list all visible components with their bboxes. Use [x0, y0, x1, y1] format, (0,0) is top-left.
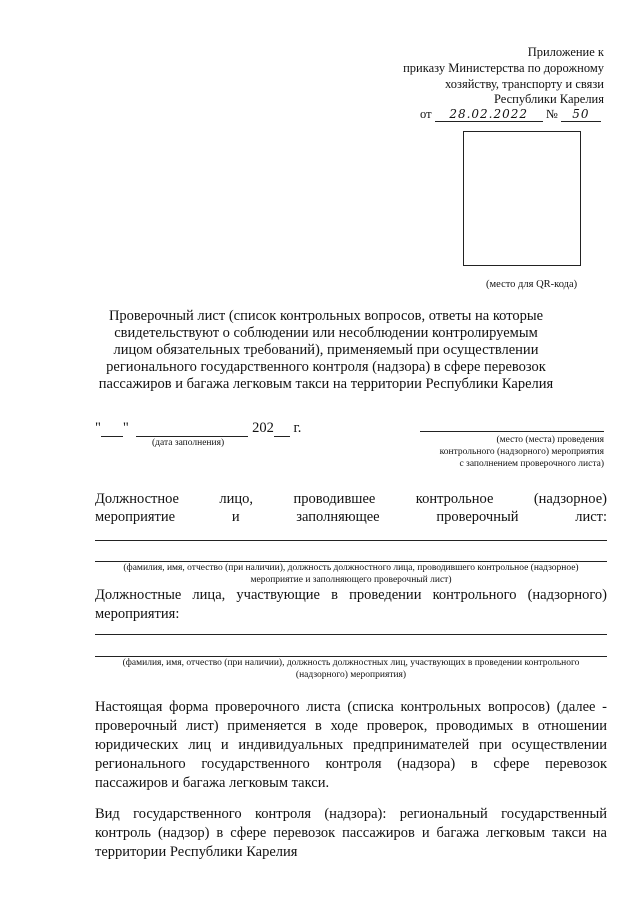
document-title: Проверочный лист (список контрольных вопросов, ответы на которые свидетельствуют о соблюдении или несоблюдении контролируемым лицом обязательных требований), применяемый при осуществлении регионального государственного контроля (надзора) в сфере перевозок пассажиров и багажа легковым такси на территории Республики Карелия — [98, 308, 554, 392]
word: мероприятие — [95, 509, 176, 525]
day-blank — [101, 422, 123, 437]
official-line-1 — [95, 491, 607, 508]
official-blank-line-1 — [95, 540, 607, 541]
header-order-line: приказу Министерства по дорожному — [403, 61, 604, 75]
qr-code-placeholder — [463, 131, 581, 266]
place-blank-line — [420, 431, 604, 432]
number-label: № — [545, 107, 558, 121]
place-caption — [408, 434, 604, 470]
official-caption — [95, 562, 607, 586]
word: Должностное — [95, 491, 179, 507]
order-date-number-line — [420, 107, 601, 122]
year-blank — [274, 422, 290, 437]
fill-date-field — [95, 420, 301, 437]
word: (надзорное) — [533, 491, 607, 507]
handwritten-date: 28.02.2022 — [435, 107, 543, 122]
participants-caption-line-2: (надзорного) мероприятия) — [295, 670, 407, 680]
quote-open: " — [95, 420, 101, 436]
official-line-2 — [95, 509, 607, 526]
quote-close: " — [122, 420, 129, 436]
place-caption-line-1: (место (места) проведения — [496, 435, 604, 445]
fill-date-caption: (дата заполнения) — [152, 438, 225, 448]
participants-line-2: мероприятия: — [95, 606, 180, 622]
official-caption-line-2: мероприятие и заполняющего проверочный лист) — [250, 575, 452, 585]
header-appendix-line: Приложение к — [527, 45, 604, 59]
participants-line-1: Должностные лица, участвующие в проведении контрольного (надзорного) — [95, 587, 607, 603]
month-blank — [136, 422, 248, 437]
handwritten-number: 50 — [561, 107, 601, 122]
official-caption-line-1: (фамилия, имя, отчество (при наличии), должность должностного лица, проводившего контрольное (надзорное) — [123, 563, 579, 573]
year-suffix: г. — [293, 420, 302, 436]
participants-caption — [95, 657, 607, 681]
from-label: от — [420, 107, 432, 121]
participants-caption-line-1: (фамилия, имя, отчество (при наличии), должность должностных лиц, участвующих в проведении контрольного — [122, 658, 580, 668]
header-republic-line: Республики Карелия — [493, 92, 604, 106]
word: заполняющее — [296, 509, 380, 525]
participants-blank-line-1 — [95, 634, 607, 635]
word: лист: — [575, 509, 607, 525]
place-caption-line-2: контрольного (надзорного) мероприятия — [439, 447, 604, 457]
form-usage-paragraph: Настоящая форма проверочного листа (списка контрольных вопросов) (далее - проверочный лист) применяется в ходе проверок, проводимых в отношении юридических лиц и индивидуальных предпринимателей при осуществлении регионального государственного контроля (надзора) в сфере перевозок пассажиров и багажа легковым такси. — [95, 699, 607, 791]
word: лицо, — [219, 491, 254, 507]
header-ministry-line: хозяйству, транспорту и связи — [445, 77, 604, 91]
word: контрольное — [415, 491, 494, 507]
word: проверочный — [436, 509, 519, 525]
control-type-paragraph: Вид государственного контроля (надзора): региональный государственный контроль (надзор) в сфере перевозок пассажиров и багажа легковым такси на территории Республики Карелия — [95, 806, 607, 860]
qr-caption: (место для QR-кода) — [486, 279, 578, 290]
word: и — [231, 509, 240, 525]
year-prefix: 202 — [252, 420, 274, 436]
place-caption-line-3: с заполнением проверочного листа) — [459, 459, 604, 469]
word: проводившее — [293, 491, 376, 507]
